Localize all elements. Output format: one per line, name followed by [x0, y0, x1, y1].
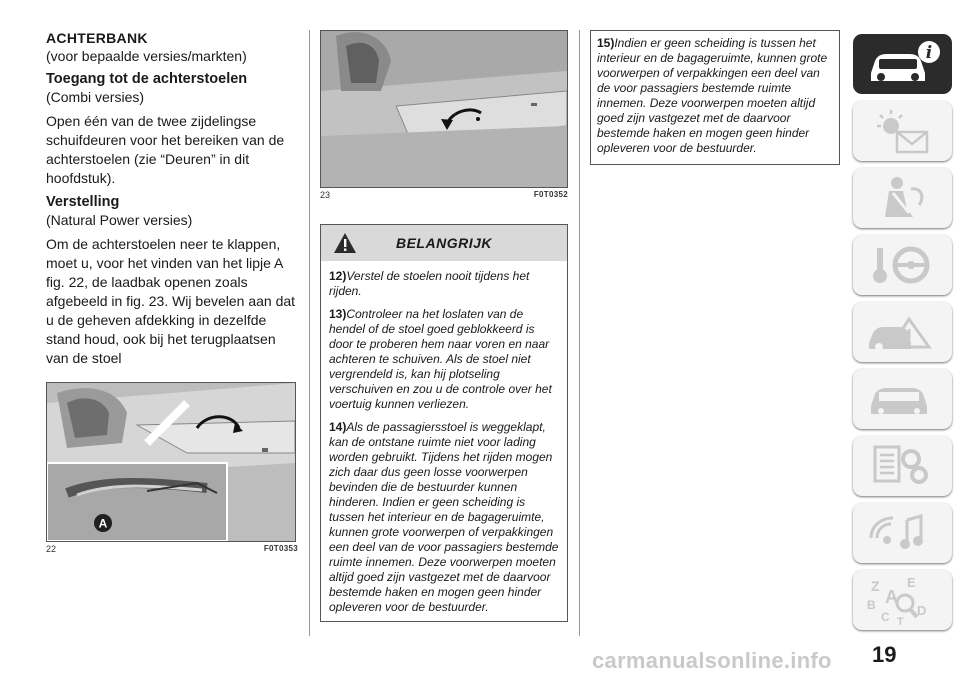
section-subheading: (voor bepaalde versies/markten) — [46, 48, 247, 64]
warning-note: 13)Controleer na het loslaten van de hendel of de stoel goed geblokkeerd is door te proberen hem naar voren en naar achteren te schuiven. Als de stoel niet vergrendeld is, kan hij plotseling verschuiven en zou u de controle over het voertuig kunnen verliezen. — [329, 307, 552, 411]
sidebar-tab-multimedia[interactable] — [853, 503, 952, 563]
figure-22-image — [46, 382, 296, 542]
body-paragraph: Open één van de twee zijdelingse schuifdeuren voor het bereiken van de achterstoelen (zie “Deuren” in dit hoofdstuk). — [46, 113, 285, 186]
section-heading: Verstelling — [46, 194, 120, 210]
figure-code: F0T0353 — [263, 544, 298, 553]
svg-text:A: A — [885, 587, 898, 607]
figure-code: F0T0352 — [533, 190, 568, 199]
section-heading: Toegang tot de achterstoelen — [46, 71, 248, 87]
svg-text:D: D — [917, 603, 927, 618]
column-divider — [579, 30, 580, 636]
specs-gears-icon — [863, 441, 943, 491]
warning-note: 14)Als de passagiersstoel is weggeklapt, kan de ontstane ruimte niet voor lading worden gebruikt. Tijdens het rijden mogen zich daar dus geen losse voorwerpen bevinden die de bestuurder kunnen hinderen. Indien er geen scheiding is tussen het interieur en de bagageruimte, kunnen grote voorwerpen of verpakkingen een deel van de voor passagiers bestemde ruimte innemen. Deze voorwerpen moeten altijd goed zijn vastgezet met de daarvoor bestemde haken en mogen geen hinder opleveren voor de bestuurder. — [329, 420, 559, 614]
index-search-icon — [863, 575, 943, 625]
safety-airbag-icon — [863, 173, 943, 223]
figure-caption — [320, 190, 568, 200]
svg-text:Z: Z — [871, 578, 880, 594]
warning-note: 12)Verstel de stoelen nooit tijdens het rijden. — [329, 269, 530, 298]
section-heading: ACHTERBANK — [46, 30, 148, 46]
page-number: 19 — [872, 642, 897, 667]
sidebar-tab-service[interactable] — [853, 369, 952, 429]
sidebar-tab-index[interactable] — [853, 570, 952, 630]
sidebar-tab-car-info[interactable] — [853, 34, 952, 94]
sidebar-tab-warning-lights[interactable] — [853, 101, 952, 161]
section-subheading: (Natural Power versies) — [46, 212, 193, 228]
svg-text:C: C — [881, 610, 890, 624]
car-info-icon — [863, 39, 943, 89]
column-left — [46, 30, 298, 554]
warning-note: 15)Indien er geen scheiding is tussen het interieur en de bagageruimte, kunnen grote voorwerpen of verpakkingen een deel van de voor passagiers bestemde ruimte innemen. Deze voorwerpen moeten altijd goed zijn vastgezet met de daarvoor bestemde haken en mogen geen hinder opleveren voor de bestuurder. — [597, 36, 828, 155]
section-subheading: (Combi versies) — [46, 89, 145, 105]
watermark: carmanualsonline.info — [592, 648, 832, 673]
warning-title: BELANGRIJK — [395, 235, 492, 251]
key-steering-icon — [863, 240, 943, 290]
sidebar-tab-key-steering[interactable] — [853, 235, 952, 295]
figure-label-a: A — [98, 516, 108, 531]
warning-triangle-icon — [333, 232, 357, 259]
column-divider — [309, 30, 310, 636]
svg-text:T: T — [897, 616, 904, 625]
figure-number: 22 — [46, 544, 57, 554]
figure-23-image — [320, 30, 568, 188]
column-middle — [320, 30, 568, 622]
sidebar-tab-accident[interactable] — [853, 302, 952, 362]
figure-caption — [46, 544, 298, 554]
warning-note-continued — [590, 30, 840, 165]
warning-header — [321, 225, 567, 261]
column-right — [590, 30, 840, 165]
svg-text:B: B — [867, 598, 876, 612]
sidebar-tab-safety[interactable] — [853, 168, 952, 228]
multimedia-icon — [863, 508, 943, 558]
svg-text:i: i — [925, 43, 933, 63]
warning-body — [321, 261, 567, 621]
warning-lights-icon — [863, 106, 943, 156]
body-paragraph: Om de achterstoelen neer te klappen, moet u, voor het vinden van het lipje A fig. 22, de laadbak openen zoals afgebeeld in fig. 23. Wij bevelen aan dat u de geheven afdekking in dezelfde stand houd, ook bij het terugplaatsen van de stoel — [46, 236, 296, 366]
svg-text:E: E — [907, 575, 916, 590]
figure-number: 23 — [320, 190, 331, 200]
sidebar-tab-specs[interactable] — [853, 436, 952, 496]
car-service-icon — [863, 374, 943, 424]
warning-box — [320, 224, 568, 622]
accident-icon — [863, 307, 943, 357]
